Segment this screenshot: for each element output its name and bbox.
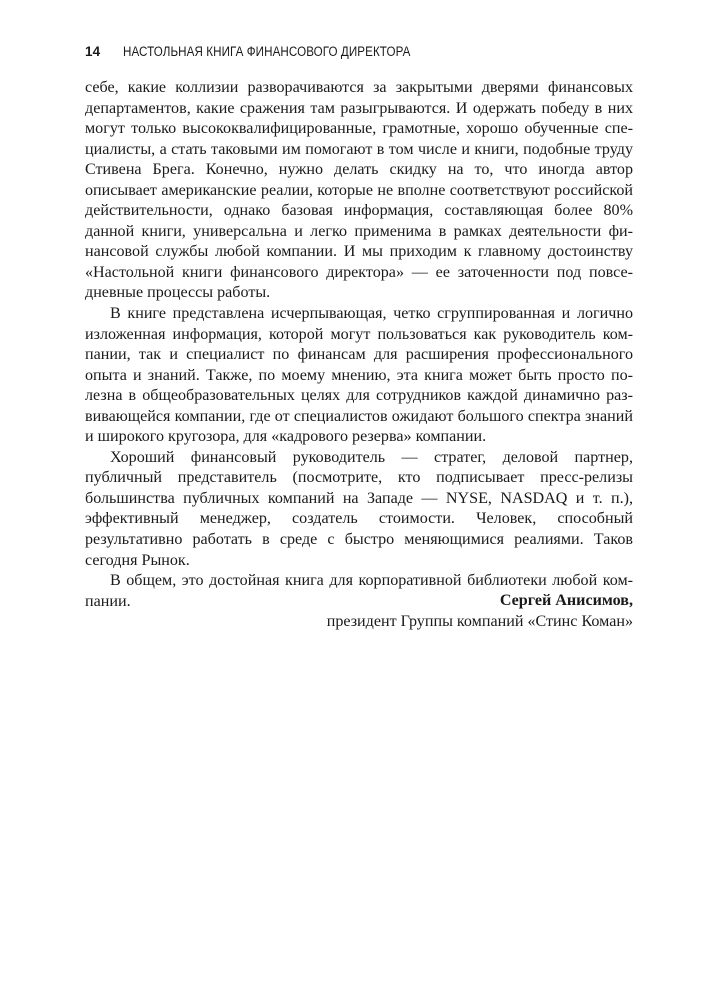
running-header xyxy=(85,44,645,66)
paragraph: В общем, это достойная книга для корпоративной библиотеки любой компании. xyxy=(85,572,633,610)
body-text xyxy=(85,78,633,612)
signature-role: президент Группы компаний «Стинс Коман» xyxy=(326,613,633,630)
signature-name: Сергей Анисимов, xyxy=(499,592,633,609)
paragraph-continued: себе, какие коллизии разворачиваются за закрытыми дверями финансовых департаментов, какие сражения там разыгрываются. И одержать победу в них могут только высококвалифицированные, грамотные, хорошо обученные специалисты, а стать таковыми им помогают в том числе и книги, подобные труду Стивена Брега. Конечно, нужно делать скидку на то, что иногда автор описывает американские реалии, которые не вполне соответствуют российской действительности, однако базовая информация, составляющая более 80% данной книги, универсальна и легко применима в рамках деятельности финансовой службы любой компании. И мы приходим к главному достоинству «Настольной книги финансового директора» — ее заточенности под повседневные процессы работы. xyxy=(85,79,633,302)
paragraph: В книге представлена исчерпывающая, четко сгруппированная и логично изложенная информация, которой могут пользоваться как руководитель компании, так и специалист по финансам для расширения профессионального опыта и знаний. Также, по моему мнению, эта книга может быть просто полезна в общеобразовательных целях для сотрудников каждой динамично развивающейся компании, где от специалистов ожидают большого спектра знаний и широкого кругозора, для «кадрового резерва» компании. xyxy=(85,305,633,446)
paragraph: Хороший финансовый руководитель — стратег, деловой партнер, публичный представитель (посмотрите, кто подписывает пресс-релизы большинства публичных компаний на Западе — NYSE, NASDAQ и т. п.), эффективный менеджер, создатель стоимости. Человек, способный результативно работать в среде с быстро меняющимися реалиями. Таков сегодня Рынок. xyxy=(85,448,633,569)
book-title: НАСТОЛЬНАЯ КНИГА ФИНАНСОВОГО ДИРЕКТОРА xyxy=(123,44,411,59)
page-number: 14 xyxy=(85,44,101,59)
signature-block xyxy=(85,590,633,632)
